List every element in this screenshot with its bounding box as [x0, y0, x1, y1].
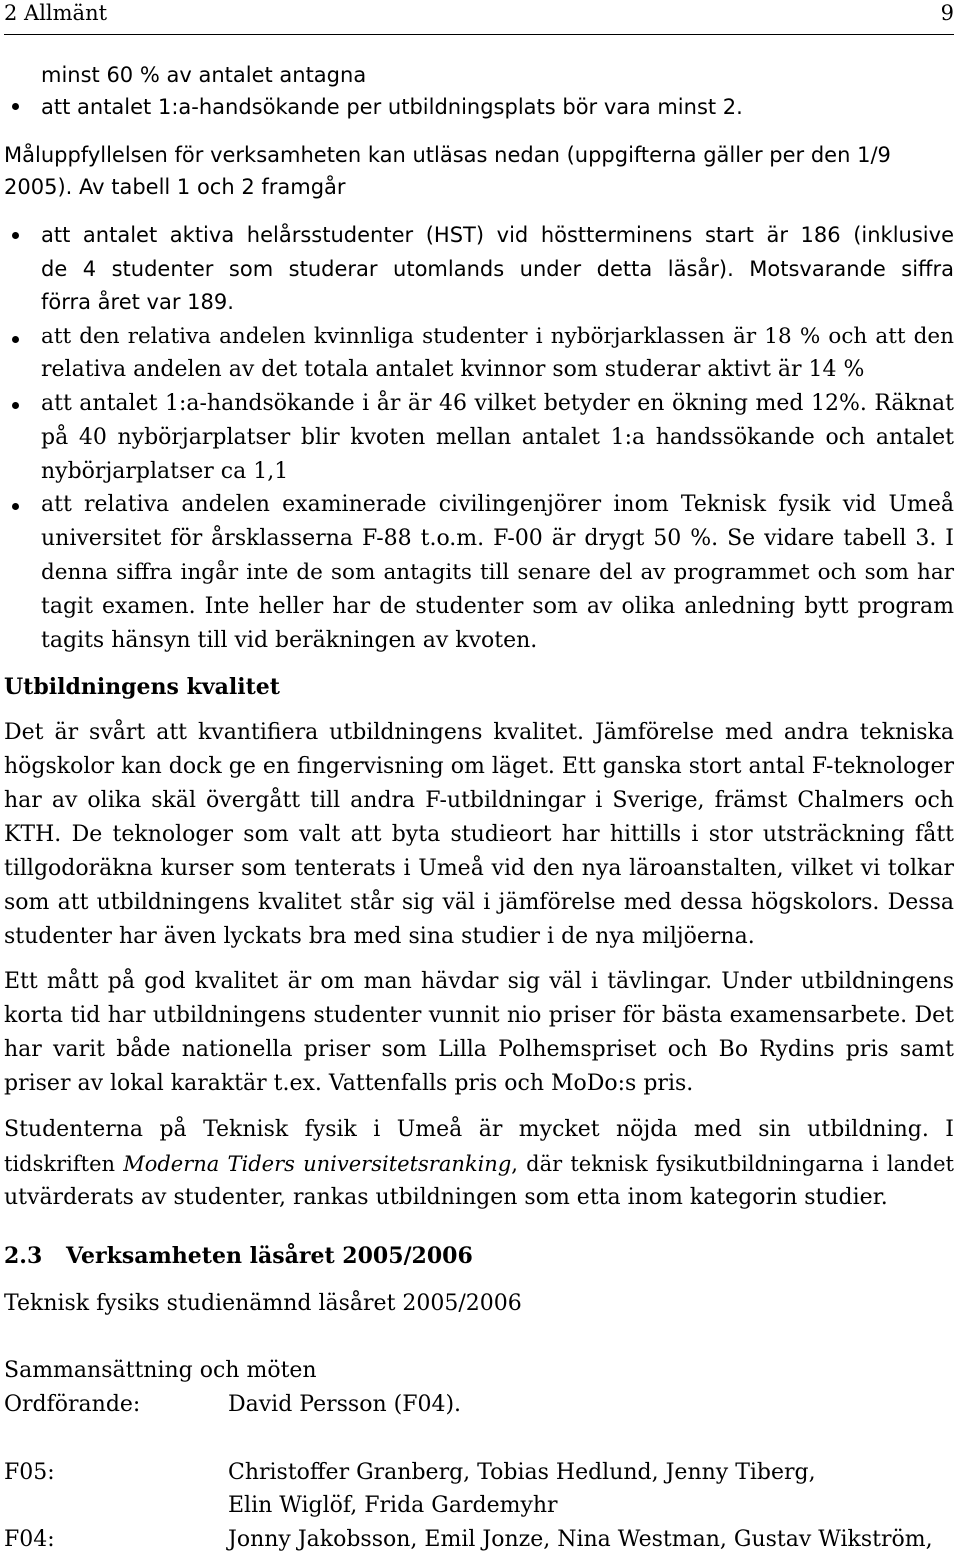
bullet-icon: [12, 503, 19, 510]
member-label: F05:: [4, 1460, 55, 1485]
bullet-text-line: universitet för årsklasserna F-88 t.o.m. F-00 är drygt 50 %. Se vidare tabell 3. I: [41, 526, 954, 551]
publication-title: Moderna Tiders universitetsranking: [123, 1152, 512, 1176]
text-run: , där teknisk fysikutbildningarna i landet: [511, 1152, 954, 1176]
page-number: 9: [940, 1, 954, 25]
subsection-title: Teknisk fysiks studienämnd läsåret 2005/2006: [4, 1291, 522, 1316]
paragraph-line: korta tid har utbildningens studenter vunnit nio priser för bästa examensarbete. Det: [4, 1003, 954, 1028]
bullet-text-line: tagit examen. Inte heller har de studenter som av olika anledning bytt program: [41, 594, 954, 619]
paragraph-line: KTH. De teknologer som valt att byta studieort har hittills i stor utsträckning fått: [4, 822, 954, 847]
intro-line: att antalet 1:a-handsökande per utbildningsplats bör vara minst 2.: [41, 95, 743, 119]
paragraph-line: utvärderats av studenter, rankas utbildningen som etta inom kategorin studier.: [4, 1185, 888, 1210]
section-number: 2.3: [4, 1243, 43, 1269]
member-value: Elin Wiglöf, Frida Gardemyhr: [228, 1493, 558, 1518]
page-header: [4, 0, 954, 35]
bullet-icon: [12, 336, 19, 343]
bullet-text-line: förra året var 189.: [41, 290, 234, 314]
member-label: F04:: [4, 1527, 55, 1552]
paragraph-line: [4, 1149, 954, 1179]
paragraph-line: som att utbildningens kvalitet står sig väl i jämförelse med dessa högskolors. Dessa: [4, 890, 954, 915]
section-heading: Utbildningens kvalitet: [4, 674, 280, 700]
intro-line: Måluppfyllelsen för verksamheten kan utläsas nedan (uppgifterna gäller per den 1/9: [4, 143, 891, 167]
paragraph-line: har av olika skäl övergått till andra F-utbildningar i Sverige, främst Chalmers och: [4, 788, 954, 813]
member-value: Jonny Jakobsson, Emil Jonze, Nina Westman, Gustav Wikström,: [228, 1527, 933, 1552]
section-heading: Verksamheten läsåret 2005/2006: [66, 1243, 473, 1269]
paragraph-line: Det är svårt att kvantifiera utbildningens kvalitet. Jämförelse med andra tekniska: [4, 720, 954, 745]
composition-heading: Sammansättning och möten: [4, 1358, 317, 1383]
bullet-text-line: tagits hänsyn till vid beräkningen av kvoten.: [41, 628, 538, 653]
chapter-title: 2 Allmänt: [4, 1, 108, 25]
bullet-text-line: att den relativa andelen kvinnliga studenter i nybörjarklassen är 18 % och att den: [41, 324, 954, 349]
paragraph-line: Ett mått på god kvalitet är om man hävdar sig väl i tävlingar. Under utbildningens: [4, 969, 954, 994]
member-label: Ordförande:: [4, 1392, 141, 1417]
paragraph-line: priser av lokal karaktär t.ex. Vattenfalls pris och MoDo:s pris.: [4, 1071, 694, 1096]
bullet-text-line: att antalet 1:a-handsökande i år är 46 vilket betyder en ökning med 12%. Räknat: [41, 391, 954, 416]
bullet-text-line: de 4 studenter som studerar utomlands under detta läsår). Motsvarande siffra: [41, 257, 954, 281]
bullet-icon: [12, 402, 19, 409]
paragraph-line: studenter har även lyckats bra med sina studier i de nya miljöerna.: [4, 924, 755, 949]
bullet-text-line: att relativa andelen examinerade civilingenjörer inom Teknisk fysik vid Umeå: [41, 492, 954, 517]
bullet-icon: [12, 232, 19, 239]
bullet-text-line: nybörjarplatser ca 1,1: [41, 459, 289, 484]
member-value: David Persson (F04).: [228, 1392, 462, 1417]
bullet-text-line: denna siffra ingår inte de som antagits till senare del av programmet och som har: [41, 560, 954, 585]
bullet-text-line: att antalet aktiva helårsstudenter (HST) vid höstterminens start är 186 (inklusive: [41, 223, 954, 247]
text-run: tidskriften: [4, 1152, 124, 1176]
bullet-text-line: på 40 nybörjarplatser blir kvoten mellan antalet 1:a handssökande och antalet: [41, 425, 954, 450]
paragraph-line: tillgodoräkna kurser som tenterats i Umeå vid den nya läroanstalten, vilket vi tolkar: [4, 856, 954, 881]
intro-line: 2005). Av tabell 1 och 2 framgår: [4, 175, 346, 199]
paragraph-line: högskolor kan dock ge en fingervisning om läget. Ett ganska stort antal F-teknologer: [4, 754, 954, 779]
bullet-icon: [12, 103, 19, 110]
paragraph-line: Studenterna på Teknisk fysik i Umeå är mycket nöjda med sin utbildning. I: [4, 1117, 954, 1142]
intro-line: minst 60 % av antalet antagna: [41, 63, 367, 87]
bullet-text-line: relativa andelen av det totala antalet kvinnor som studerar aktivt är 14 %: [41, 357, 865, 382]
paragraph-line: har varit både nationella priser som Lilla Polhemspriset och Bo Rydins pris samt: [4, 1037, 954, 1062]
member-value: Christoffer Granberg, Tobias Hedlund, Jenny Tiberg,: [228, 1460, 816, 1485]
